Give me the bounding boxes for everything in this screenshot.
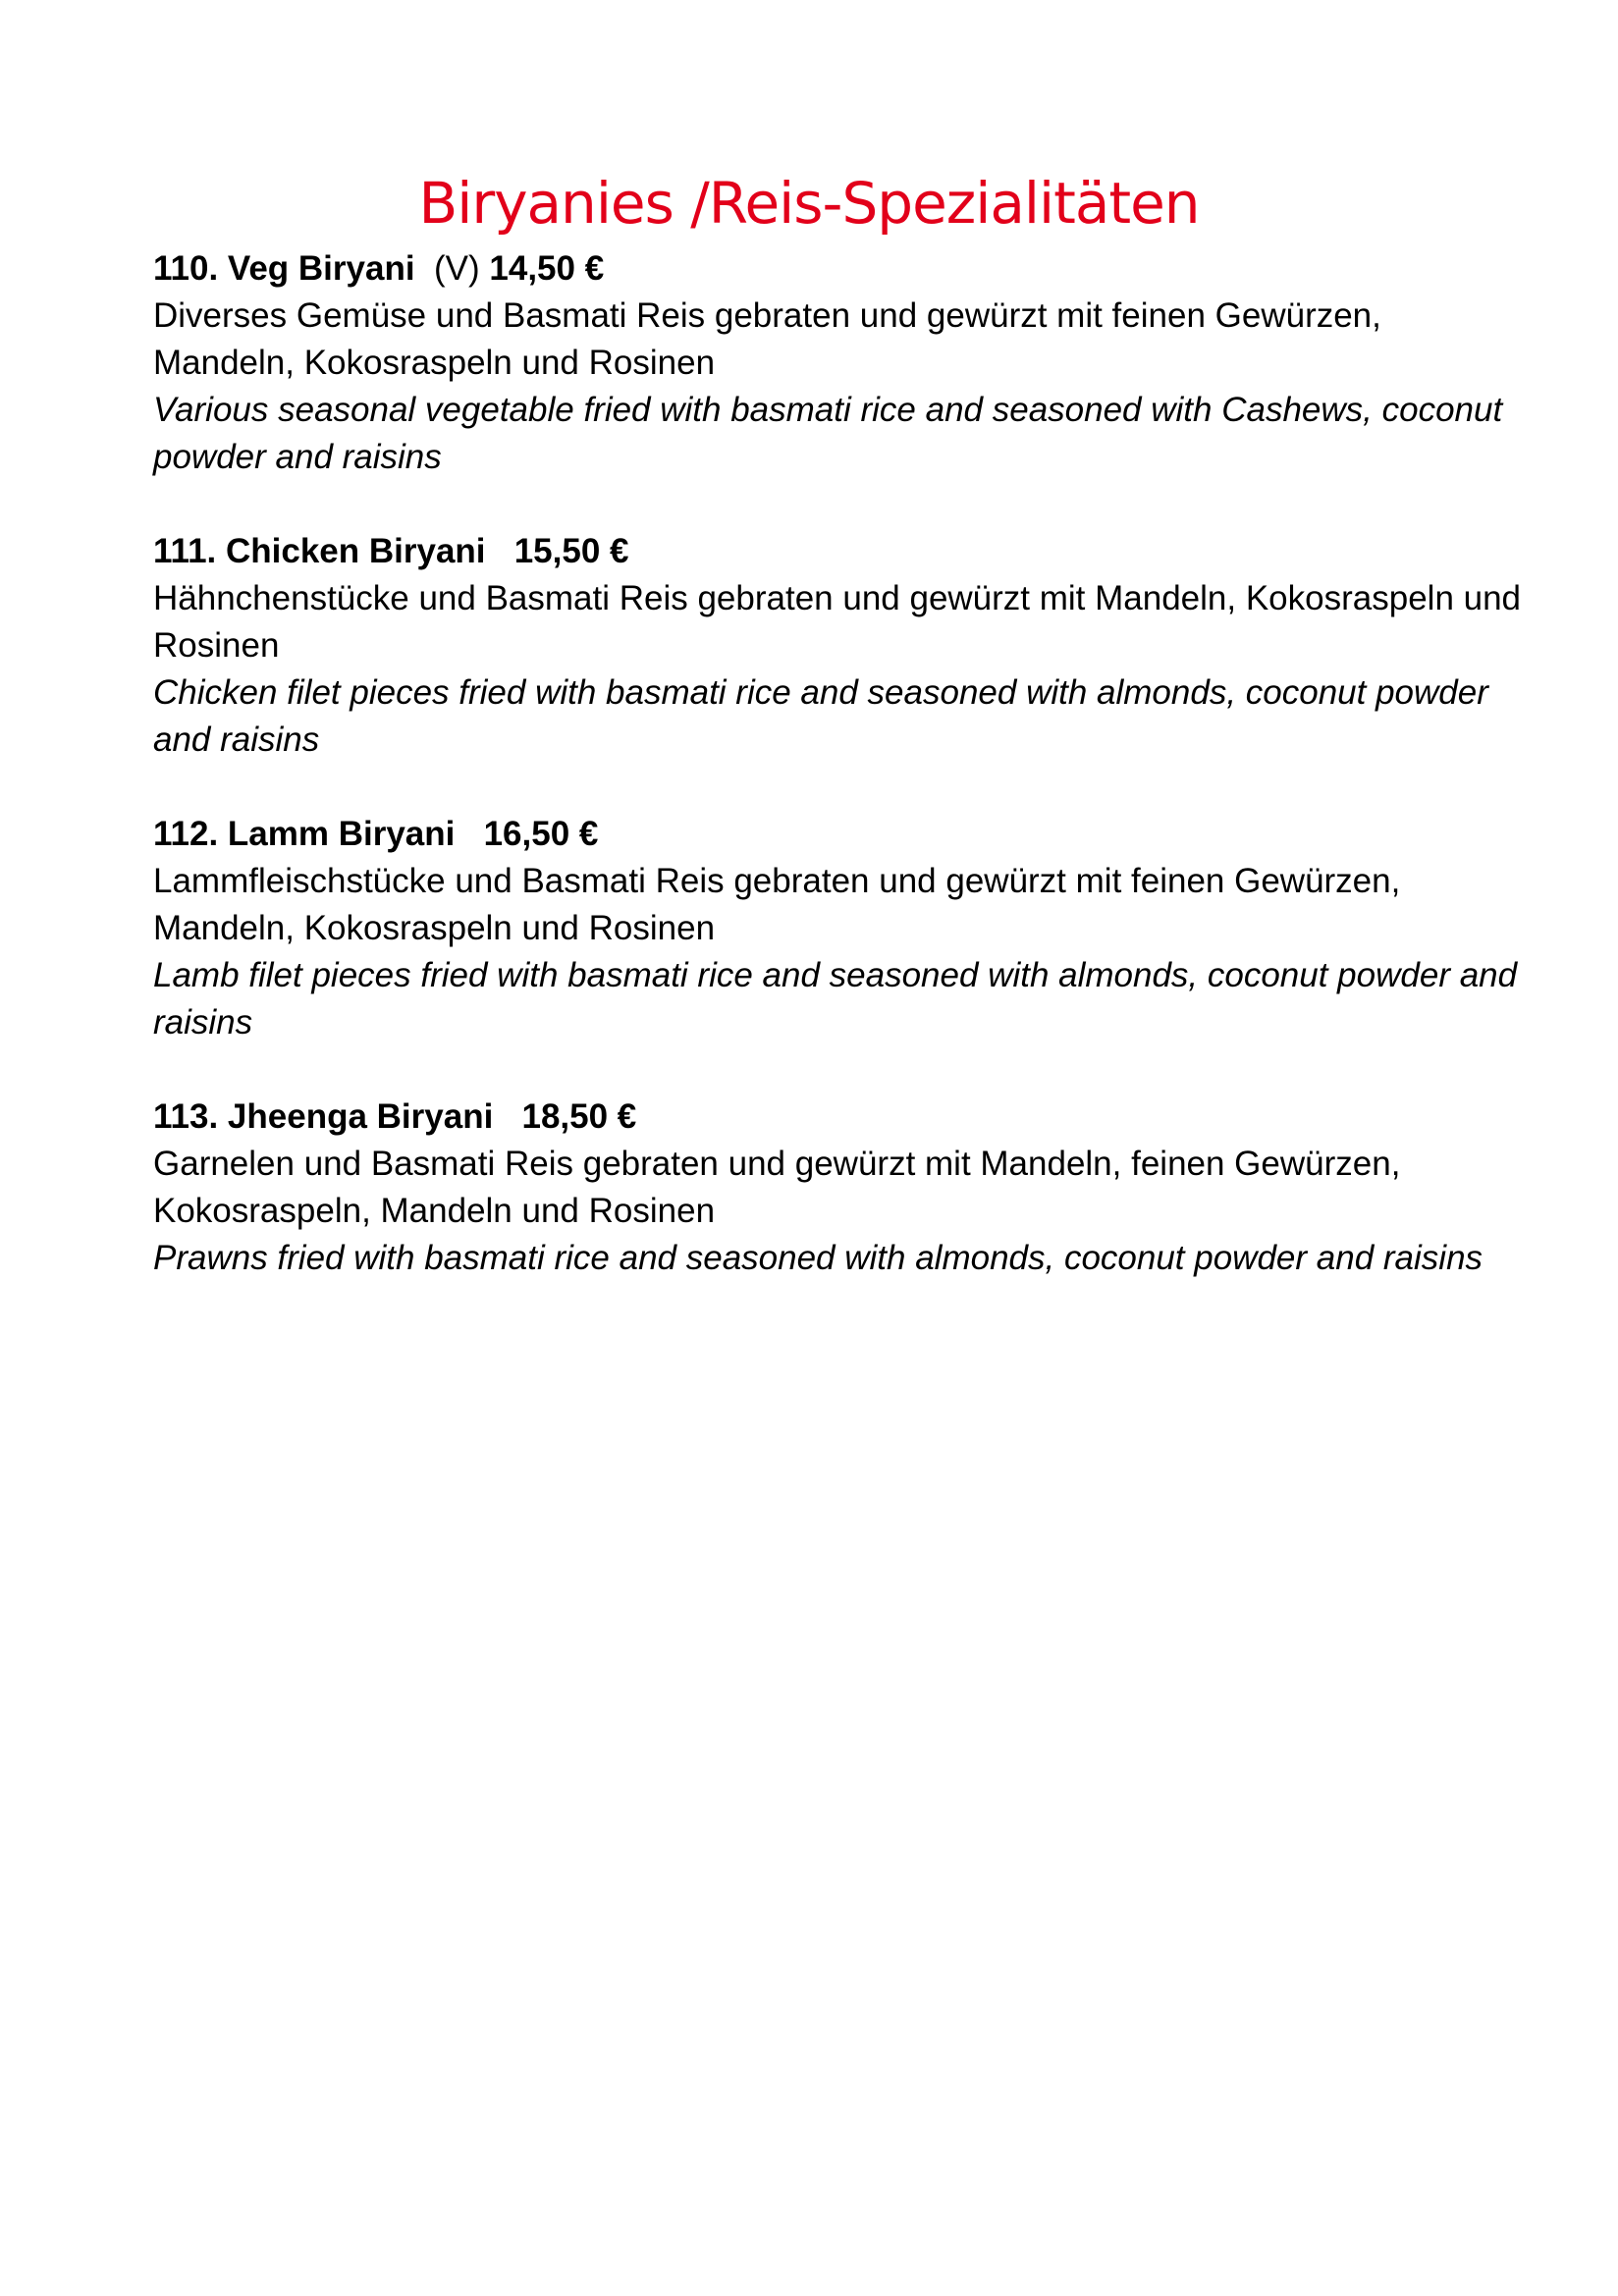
item-description-en: Lamb filet pieces fried with basmati rice and seasoned with almonds, coconut powder and raisins: [153, 956, 1518, 1041]
item-price: 14,50 €: [489, 249, 605, 288]
item-description-en: Prawns fried with basmati rice and seasoned with almonds, coconut powder and raisins: [153, 1239, 1483, 1277]
item-header: [153, 528, 1528, 575]
menu-list: [153, 245, 1528, 1329]
menu-item-112: [153, 811, 1528, 1046]
item-name: 111. Chicken Biryani: [153, 532, 486, 570]
item-price: 18,50 €: [521, 1097, 637, 1136]
item-description-en: Chicken filet pieces fried with basmati rice and seasoned with almonds, coconut powder and raisins: [153, 673, 1488, 759]
item-header: [153, 811, 1528, 858]
item-description-de: Garnelen und Basmati Reis gebraten und gewürzt mit Mandeln, feinen Gewürzen, Kokosraspeln, Mandeln und Rosinen: [153, 1145, 1401, 1230]
item-price: 16,50 €: [483, 815, 599, 853]
page-title: Biryanies /Reis-Spezialitäten: [418, 170, 1200, 237]
menu-item-110: [153, 245, 1528, 481]
item-header: [153, 1094, 1528, 1141]
item-price: 15,50 €: [513, 532, 629, 570]
menu-item-113: [153, 1094, 1528, 1282]
item-name: 112. Lamm Biryani: [153, 815, 456, 853]
item-description-de: Hähnchenstücke und Basmati Reis gebraten und gewürzt mit Mandeln, Kokosraspeln und Rosinen: [153, 579, 1522, 665]
item-description-de: Diverses Gemüse und Basmati Reis gebraten und gewürzt mit feinen Gewürzen, Mandeln, Kokosraspeln und Rosinen: [153, 296, 1381, 382]
item-name: 113. Jheenga Biryani: [153, 1097, 494, 1136]
item-description-en: Various seasonal vegetable fried with basmati rice and seasoned with Cashews, coconut powder and raisins: [153, 391, 1503, 476]
item-tag: (V): [434, 249, 480, 288]
menu-item-111: [153, 528, 1528, 764]
item-name: 110. Veg Biryani: [153, 249, 415, 288]
item-description-de: Lammfleischstücke und Basmati Reis gebraten und gewürzt mit feinen Gewürzen, Mandeln, Kokosraspeln und Rosinen: [153, 862, 1401, 947]
item-header: [153, 245, 1528, 293]
